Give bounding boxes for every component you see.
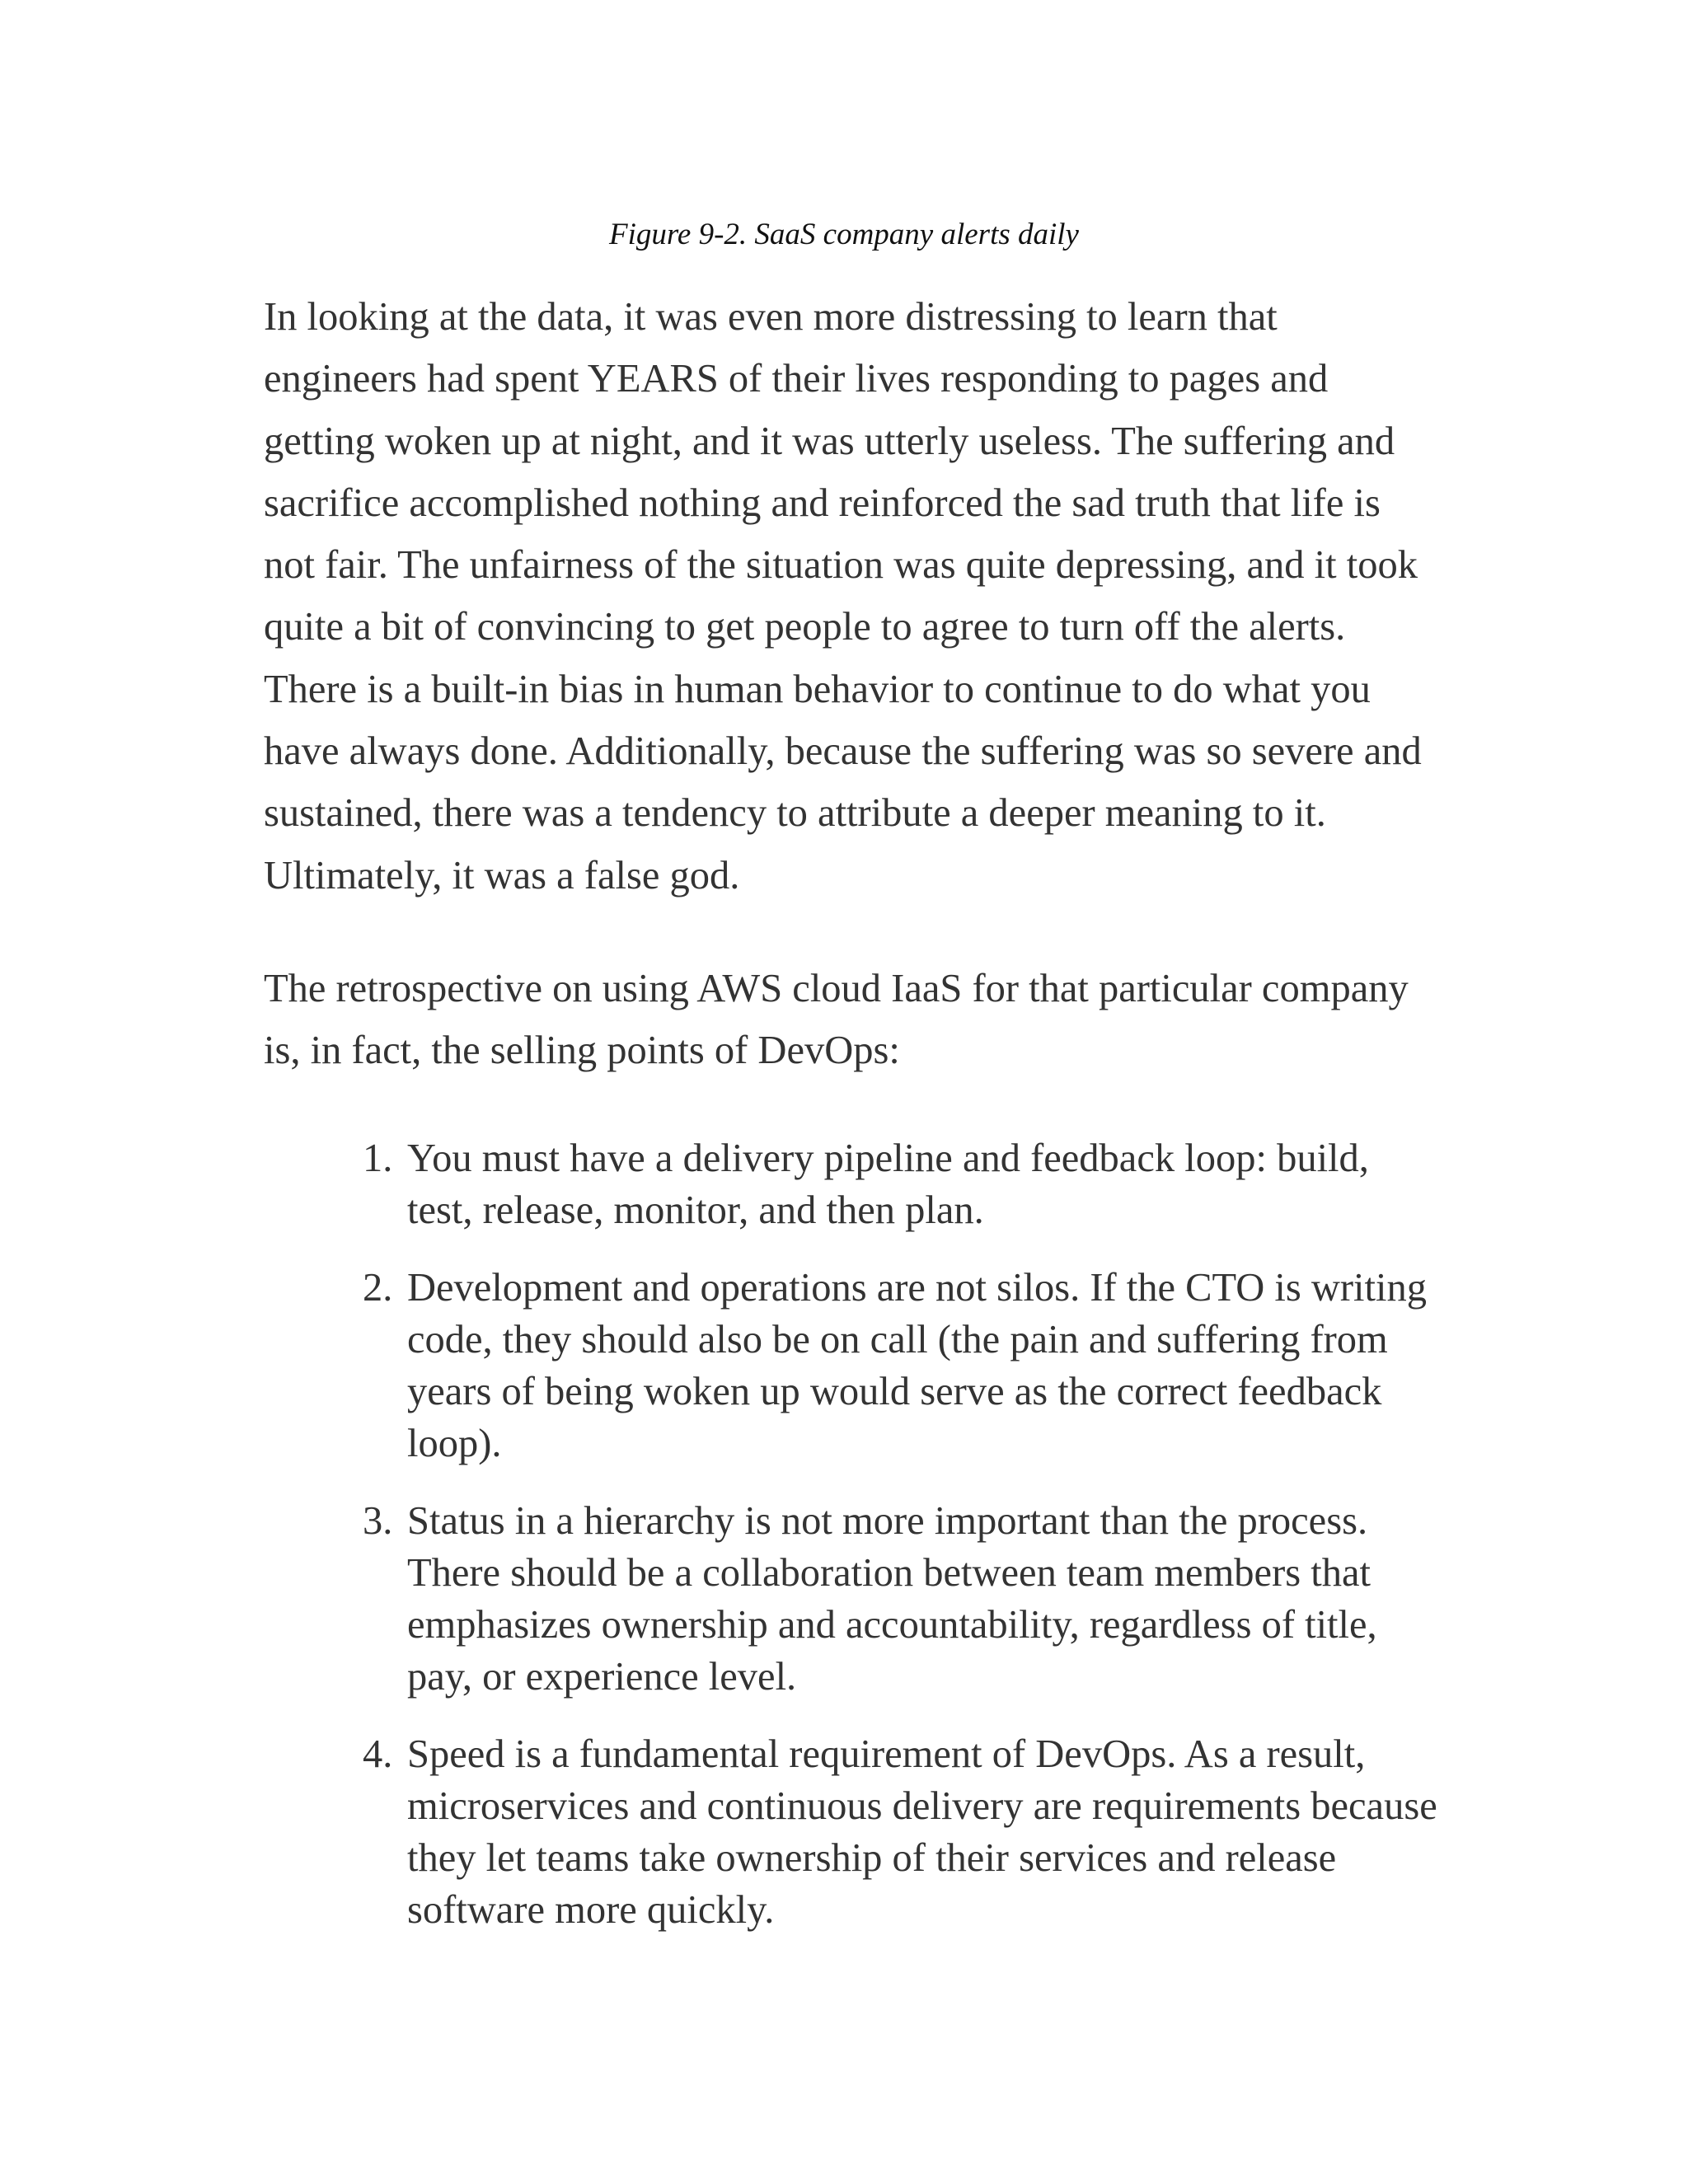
figure-caption: Figure 9-2. SaaS company alerts daily [609, 218, 1079, 251]
body-paragraph: In looking at the data, it was even more distressing to learn that engineers had spent YEARS of their lives responding to pages and getting woken up at night, and it was utterly useless. The suffering and sacrifice accomplished nothing and reinforced the sad truth that life is not fair. The unfairness of the situation was quite depressing, and it took quite a bit of convincing to get people to agree to turn off the alerts. There is a built-in bias in human behavior to continue to do what you have always done. Additionally, because the suffering was so severe and sustained, there was a tendency to attribute a deeper meaning to it. Ultimately, it was a false god. [264, 295, 1422, 898]
list-item-number: 1. [363, 1137, 393, 1180]
list-item-text: Speed is a fundamental requirement of DevOps. As a result, microservices and continuous delivery are requirements because they let teams take ownership of their services and release software more quickly. [407, 1732, 1437, 1932]
list-item-number: 2. [363, 1266, 393, 1310]
body-paragraph: The retrospective on using AWS cloud IaaS for that particular company is, in fact, the selling points of DevOps: [264, 967, 1409, 1073]
list-item [363, 1262, 1438, 1469]
list-item-text: Development and operations are not silos. If the CTO is writing code, they should also be on call (the pain and suffering from years of being woken up would serve as the correct feedback loop). [407, 1266, 1427, 1465]
list-item-text: Status in a hierarchy is not more important than the process. There should be a collaboration between team members that emphasizes ownership and accountability, regardless of title, pay, or experience level. [407, 1499, 1377, 1699]
list-item-text: You must have a delivery pipeline and feedback loop: build, test, release, monitor, and then plan. [407, 1137, 1369, 1232]
list-item-number: 3. [363, 1499, 393, 1543]
list-item [363, 1132, 1438, 1236]
list-item [363, 1728, 1438, 1936]
list-item [363, 1495, 1438, 1703]
list-item-number: 4. [363, 1732, 393, 1776]
devops-points-list [363, 1132, 1438, 1961]
